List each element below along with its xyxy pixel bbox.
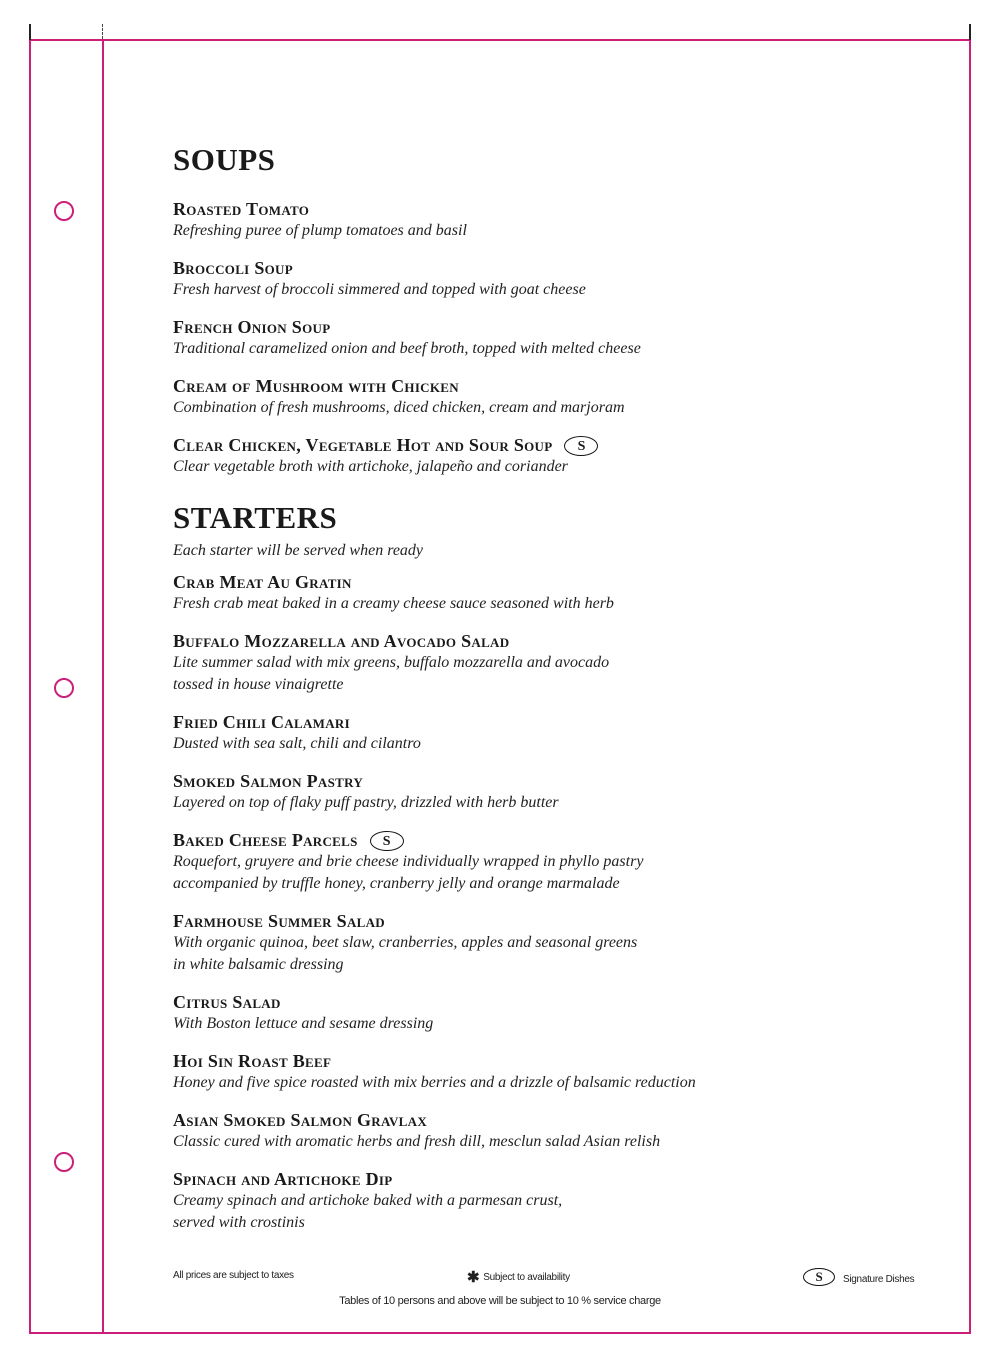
crop-mark-left bbox=[29, 24, 31, 40]
signature-note: Signature Dishes bbox=[843, 1274, 915, 1285]
menu-item-description: Dusted with sea salt, chili and cilantro bbox=[173, 735, 421, 752]
menu-item-description: Creamy spinach and artichoke baked with a parmesan crust, served with crostinis bbox=[173, 1192, 563, 1231]
frame-left-border bbox=[29, 24, 31, 1334]
menu-item-name: Roasted Tomato bbox=[173, 199, 310, 219]
menu-item-name: Cream of Mushroom with Chicken bbox=[173, 376, 459, 396]
menu-item bbox=[173, 770, 913, 814]
footer-prices-note: All prices are subject to taxes bbox=[173, 1270, 294, 1281]
menu-item-name: Hoi Sin Roast Beef bbox=[173, 1051, 332, 1071]
crop-mark-gutter bbox=[102, 24, 103, 39]
menu-item-name: Clear Chicken, Vegetable Hot and Sour Soup bbox=[173, 435, 553, 455]
footer-availability bbox=[467, 1268, 570, 1286]
menu-item-description: Roquefort, gruyere and brie cheese individually wrapped in phyllo pastry accompanied by truffle honey, cranberry jelly and orange marmalade bbox=[173, 853, 644, 892]
starters-section bbox=[173, 498, 913, 1234]
menu-item-description: With Boston lettuce and sesame dressing bbox=[173, 1015, 434, 1032]
menu-item-description: With organic quinoa, beet slaw, cranberries, apples and seasonal greens in white balsamic dressing bbox=[173, 934, 638, 973]
menu-item bbox=[173, 375, 913, 419]
menu-item bbox=[173, 434, 913, 478]
menu-item-name: Baked Cheese Parcels bbox=[173, 830, 358, 850]
menu-item bbox=[173, 910, 913, 976]
starters-note: Each starter will be served when ready bbox=[173, 542, 424, 559]
frame-bottom-border bbox=[30, 1332, 971, 1334]
soups-title: SOUPS bbox=[173, 142, 276, 177]
menu-item bbox=[173, 991, 913, 1035]
menu-item bbox=[173, 829, 913, 895]
menu-item-description: Traditional caramelized onion and beef broth, topped with melted cheese bbox=[173, 340, 641, 357]
binder-hole-middle bbox=[54, 678, 74, 698]
footer-signature-legend bbox=[803, 1268, 914, 1286]
menu-item-description: Layered on top of flaky puff pastry, drizzled with herb butter bbox=[173, 794, 559, 811]
menu-item-description: Fresh harvest of broccoli simmered and topped with goat cheese bbox=[173, 281, 586, 298]
frame-right-border bbox=[969, 24, 971, 1334]
frame-top-border bbox=[30, 39, 971, 41]
menu-item-name: Broccoli Soup bbox=[173, 258, 293, 278]
menu-item-description: Classic cured with aromatic herbs and fresh dill, mesclun salad Asian relish bbox=[173, 1133, 661, 1150]
binder-hole-top bbox=[54, 201, 74, 221]
menu-item-name: Asian Smoked Salmon Gravlax bbox=[173, 1110, 428, 1130]
signature-badge-icon: S bbox=[803, 1268, 835, 1286]
menu-content bbox=[173, 140, 913, 1249]
starters-list bbox=[173, 571, 913, 1234]
starters-title: STARTERS bbox=[173, 500, 338, 535]
menu-item bbox=[173, 711, 913, 755]
menu-item bbox=[173, 1168, 913, 1234]
footer-service-charge-note: Tables of 10 persons and above will be subject to 10 % service charge bbox=[339, 1295, 661, 1307]
menu-item-name: Crab Meat Au Gratin bbox=[173, 572, 352, 592]
signature-dish-badge: S bbox=[564, 436, 598, 456]
binding-gutter-line bbox=[102, 39, 104, 1334]
soups-section bbox=[173, 140, 913, 478]
menu-item bbox=[173, 1109, 913, 1153]
menu-item-description: Clear vegetable broth with artichoke, jalapeño and coriander bbox=[173, 458, 568, 475]
availability-note: Subject to availability bbox=[483, 1272, 570, 1283]
menu-item-description: Lite summer salad with mix greens, buffalo mozzarella and avocado tossed in house vinaigrette bbox=[173, 654, 610, 693]
menu-item bbox=[173, 257, 913, 301]
menu-item bbox=[173, 1050, 913, 1094]
menu-item-name: French Onion Soup bbox=[173, 317, 331, 337]
menu-item bbox=[173, 630, 913, 696]
soups-list bbox=[173, 198, 913, 478]
signature-dish-badge: S bbox=[370, 831, 404, 851]
menu-item-name: Spinach and Artichoke Dip bbox=[173, 1169, 393, 1189]
menu-item-description: Fresh crab meat baked in a creamy cheese sauce seasoned with herb bbox=[173, 595, 614, 612]
menu-item-description: Refreshing puree of plump tomatoes and basil bbox=[173, 222, 467, 239]
menu-item-description: Honey and five spice roasted with mix berries and a drizzle of balsamic reduction bbox=[173, 1074, 696, 1091]
binder-hole-bottom bbox=[54, 1152, 74, 1172]
menu-item-name: Farmhouse Summer Salad bbox=[173, 911, 385, 931]
menu-item-name: Citrus Salad bbox=[173, 992, 281, 1012]
menu-item bbox=[173, 316, 913, 360]
menu-item bbox=[173, 571, 913, 615]
menu-item-name: Fried Chili Calamari bbox=[173, 712, 350, 732]
menu-item-name: Buffalo Mozzarella and Avocado Salad bbox=[173, 631, 510, 651]
menu-item-name: Smoked Salmon Pastry bbox=[173, 771, 364, 791]
crop-mark-right bbox=[969, 24, 971, 40]
asterisk-icon: ✱ bbox=[467, 1269, 480, 1286]
menu-item bbox=[173, 198, 913, 242]
menu-item-description: Combination of fresh mushrooms, diced chicken, cream and marjoram bbox=[173, 399, 625, 416]
